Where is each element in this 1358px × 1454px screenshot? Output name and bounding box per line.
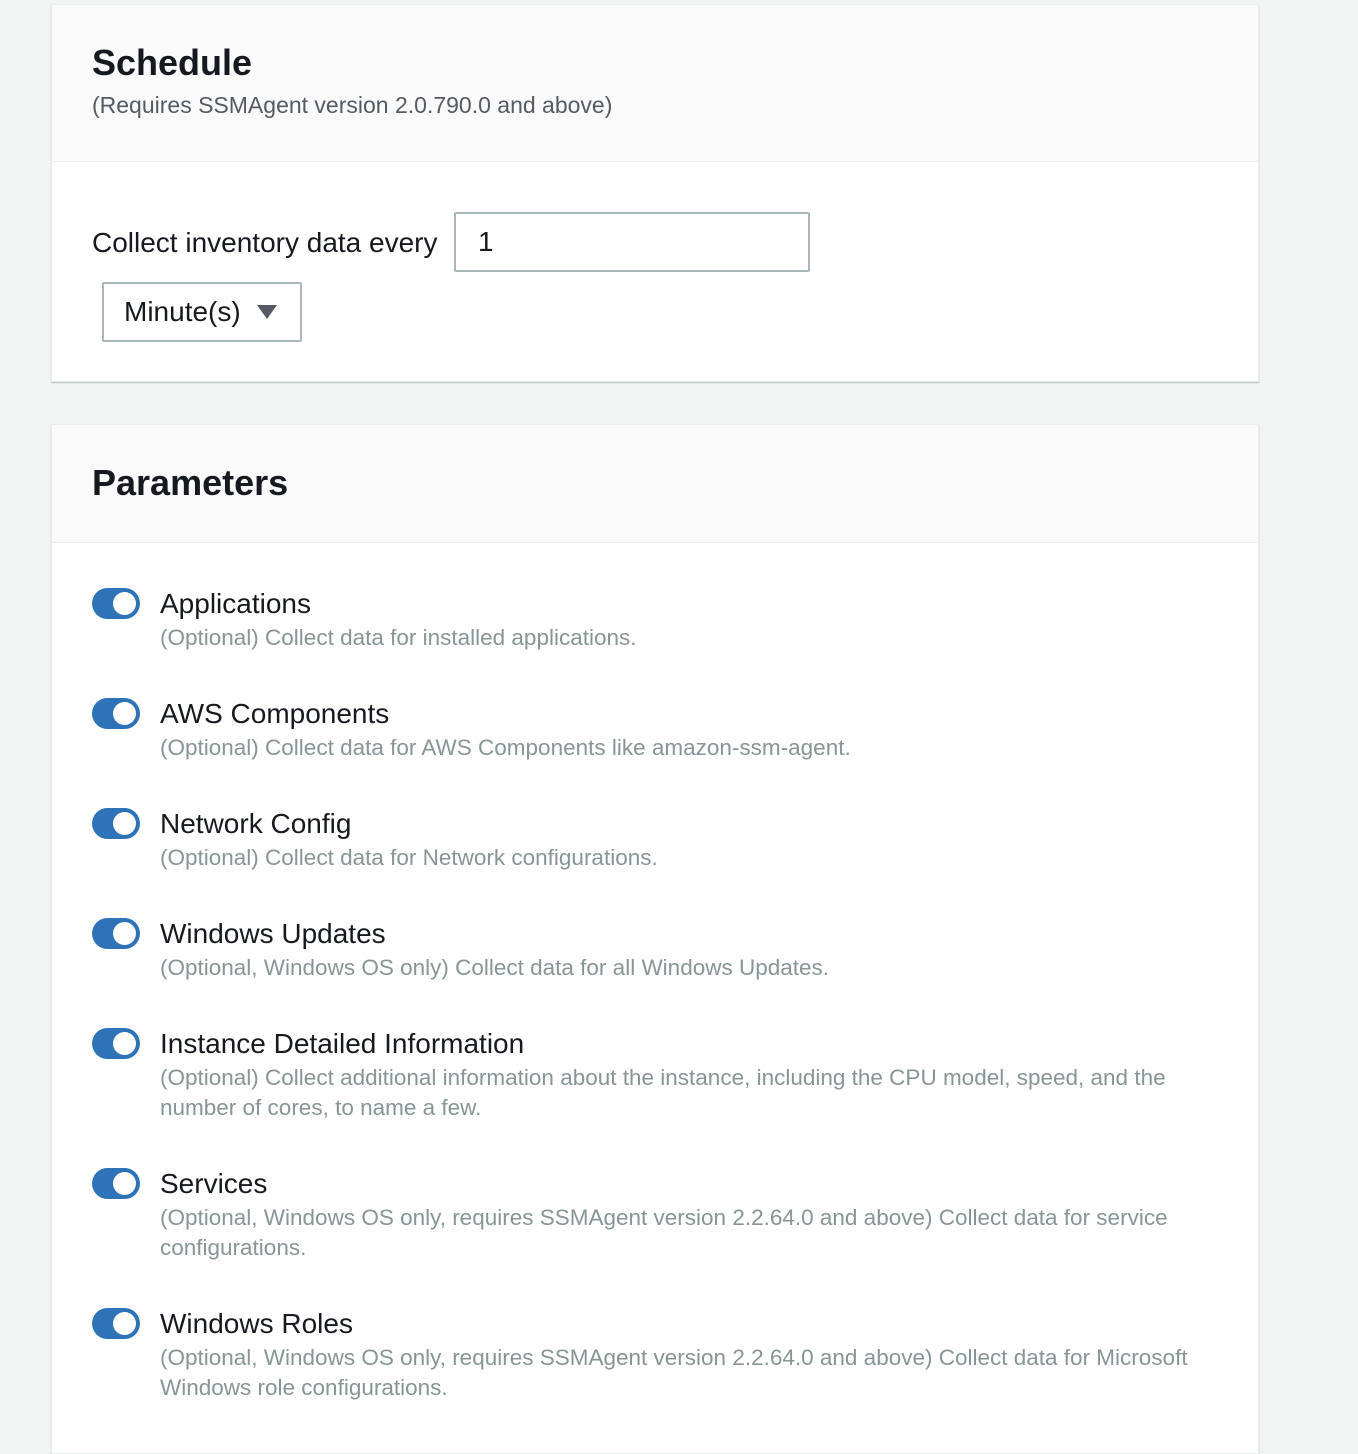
parameters-panel [51,424,1259,1454]
toggle-windows-roles[interactable] [92,1308,140,1339]
param-text [160,917,1230,983]
toggle-knob [113,702,136,725]
caret-down-icon [257,305,277,319]
param-label: Services [160,1168,268,1199]
param-description: (Optional) Collect data for installed applications. [160,625,637,650]
toggle-services[interactable] [92,1168,140,1199]
interval-unit-select[interactable] [102,282,302,342]
schedule-title: Schedule [92,42,253,83]
param-text [160,697,1230,763]
interval-unit-value: Minute(s) [124,296,241,327]
schedule-panel [51,4,1259,382]
toggle-knob [113,1032,136,1055]
param-description: (Optional, Windows OS only, requires SSMAgent version 2.2.64.0 and above) Collect data for service configurations. [160,1205,1168,1260]
schedule-header [52,5,1258,162]
param-text [160,1027,1230,1123]
param-description: (Optional) Collect data for Network configurations. [160,845,658,870]
param-text [160,587,1230,653]
toggle-applications[interactable] [92,588,140,619]
param-label: Instance Detailed Information [160,1028,525,1059]
schedule-subtitle: (Requires SSMAgent version 2.0.790.0 and above) [92,92,613,118]
toggle-knob [113,922,136,945]
toggle-knob [113,1172,136,1195]
parameters-title: Parameters [92,462,289,503]
param-label: Windows Roles [160,1308,353,1339]
param-label: AWS Components [160,698,390,729]
interval-input[interactable] [454,212,810,272]
param-description: (Optional) Collect additional information about the instance, including the CPU model, speed, and the number of cores, to name a few. [160,1065,1166,1120]
toggle-aws-components[interactable] [92,698,140,729]
param-text [160,1167,1230,1263]
toggle-knob [113,812,136,835]
param-label: Applications [160,588,311,619]
toggle-knob [113,1312,136,1335]
schedule-body [52,162,1258,382]
toggle-network-config[interactable] [92,808,140,839]
param-description: (Optional, Windows OS only, requires SSMAgent version 2.2.64.0 and above) Collect data for Microsoft Windows role configurations. [160,1345,1188,1400]
toggle-windows-updates[interactable] [92,918,140,949]
toggle-instance-detailed-information[interactable] [92,1028,140,1059]
param-description: (Optional, Windows OS only) Collect data for all Windows Updates. [160,955,830,980]
param-text [160,807,1230,873]
collect-interval-label: Collect inventory data every [92,227,438,258]
toggle-knob [113,592,136,615]
parameters-header [52,425,1258,543]
param-description: (Optional) Collect data for AWS Components like amazon-ssm-agent. [160,735,851,760]
param-label: Network Config [160,808,352,839]
param-label: Windows Updates [160,918,386,949]
param-text [160,1307,1230,1403]
